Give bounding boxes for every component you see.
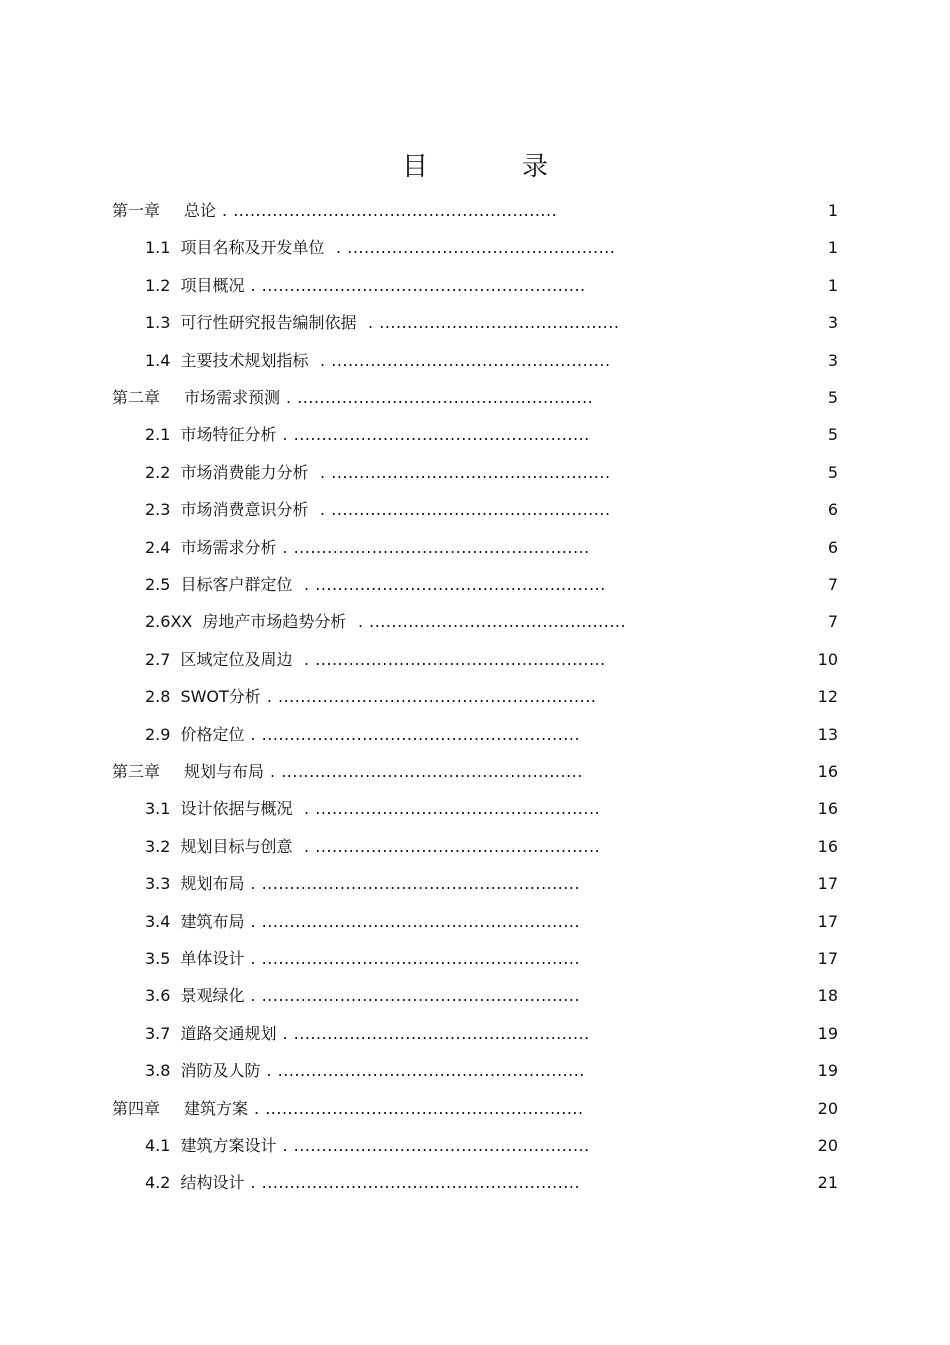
toc-entry[interactable] — [0, 603, 950, 640]
toc-leader-dots: . ......................................................... — [250, 874, 581, 894]
toc-entry[interactable] — [0, 454, 950, 491]
toc-entry-label — [145, 491, 611, 528]
toc-leader-dots: . .................................................... — [298, 575, 606, 594]
toc-entry-title: 区域定位及周边 — [180, 649, 293, 669]
toc-entry-label — [145, 641, 606, 678]
toc-entry-title: 市场消费能力分析 — [180, 462, 309, 482]
toc-leader-dots: . .................................................. — [314, 500, 611, 520]
toc-entry-title: 道路交通规划 — [180, 1023, 277, 1043]
toc-leader-dots: . ......................................................... — [266, 687, 597, 707]
toc-page-number: 7 — [827, 575, 838, 594]
toc-entry-label — [112, 753, 583, 790]
toc-page-number: 7 — [827, 612, 838, 632]
toc-leader-dots: . ......................................................... — [250, 949, 581, 968]
toc-page-number: 5 — [827, 462, 838, 482]
toc-page-number: 17 — [817, 911, 838, 931]
toc-entry[interactable] — [0, 192, 950, 229]
toc-entry[interactable] — [0, 229, 950, 266]
toc-leader-dots: . .......................................................... — [222, 201, 558, 220]
toc-entry-label — [145, 454, 611, 491]
toc-entry[interactable] — [0, 977, 950, 1014]
toc-page-number: 20 — [817, 1098, 838, 1118]
toc-page-number: 13 — [817, 724, 838, 744]
toc-page-number: 20 — [817, 1136, 838, 1155]
toc-entry-label — [145, 1127, 590, 1164]
toc-entry-title: 总论 — [184, 201, 217, 220]
toc-entry-title: 价格定位 — [180, 724, 245, 744]
toc-section-number: 3.8 — [145, 1061, 171, 1081]
toc-leader-dots: . ....................................................... — [266, 1061, 585, 1081]
toc-section-number: 3.7 — [145, 1023, 171, 1043]
toc-entry-title: 规划与布局 — [184, 762, 265, 781]
toc-entry[interactable] — [0, 491, 950, 528]
toc-page-number: 12 — [817, 687, 838, 707]
toc-entry-label — [145, 1015, 590, 1052]
toc-entry[interactable] — [0, 641, 950, 678]
toc-section-number: 3.1 — [145, 799, 171, 819]
toc-entry-label — [112, 379, 593, 416]
toc-entry-title: 项目名称及开发单位 — [180, 238, 325, 258]
toc-leader-dots: . ......................................................... — [254, 1098, 584, 1118]
toc-entry-title: 消防及人防 — [180, 1061, 261, 1081]
toc-entry-title: 项目概况 — [180, 275, 245, 295]
toc-entry[interactable] — [0, 416, 950, 453]
toc-entry-title: 建筑布局 — [180, 911, 245, 931]
toc-page-number: 3 — [827, 350, 838, 370]
toc-entry-label — [145, 903, 580, 940]
toc-chapter-number: 第四章 — [112, 1098, 161, 1118]
toc-entry-label — [145, 603, 626, 640]
toc-page-number: 16 — [817, 762, 838, 781]
toc-page-number: 18 — [817, 986, 838, 1006]
toc-chapter-number: 第二章 — [112, 388, 161, 407]
toc-page-number: 17 — [817, 949, 838, 968]
toc-entry[interactable] — [0, 342, 950, 379]
toc-page-number: 1 — [827, 275, 838, 295]
toc-entry-label — [145, 267, 586, 304]
toc-section-number: 1.4 — [145, 350, 171, 370]
toc-entry-label — [145, 865, 580, 902]
toc-entry-title: 建筑方案 — [184, 1098, 249, 1118]
toc-section-number: 2.8 — [145, 687, 171, 707]
toc-page-number: 3 — [827, 313, 838, 333]
toc-section-number: 1.3 — [145, 313, 171, 333]
toc-section-number: 1.1 — [145, 238, 171, 258]
toc-section-number: 2.7 — [145, 649, 171, 669]
toc-entry-label — [145, 1052, 585, 1089]
toc-page-number: 1 — [827, 238, 838, 258]
toc-leader-dots: . .......................................................... — [250, 275, 586, 295]
toc-section-number: 2.3 — [145, 500, 171, 520]
toc-leader-dots: . ......................................................... — [250, 1173, 581, 1193]
toc-leader-dots: . ...................................................... — [270, 762, 583, 781]
toc-entry-title: 市场消费意识分析 — [180, 500, 309, 520]
toc-page-number: 19 — [817, 1061, 838, 1081]
toc-section-number: 2.5 — [145, 575, 171, 594]
toc-page-number: 21 — [817, 1173, 838, 1193]
toc-entry[interactable] — [0, 865, 950, 902]
toc-entry-title: 房地产市场趋势分析 — [202, 612, 347, 632]
toc-title: 目 录 — [401, 152, 582, 182]
toc-section-number: 3.6 — [145, 986, 171, 1006]
toc-entry[interactable] — [0, 1015, 950, 1052]
toc-leader-dots: . ......................................................... — [250, 724, 581, 744]
toc-leader-dots: . .................................................... — [298, 649, 606, 669]
toc-page-number: 6 — [827, 500, 838, 520]
toc-section-number: 2.1 — [145, 425, 171, 445]
toc-page-number: 16 — [817, 836, 838, 856]
toc-entry-title: 市场特征分析 — [180, 425, 277, 445]
toc-section-number: 2.4 — [145, 537, 171, 557]
toc-entry-label — [112, 192, 557, 229]
toc-entry-title: 建筑方案设计 — [180, 1136, 277, 1155]
toc-chapter-number: 第一章 — [112, 201, 161, 220]
toc-section-number: 4.1 — [145, 1136, 171, 1155]
toc-leader-dots: . ..................................................... — [282, 1136, 590, 1155]
toc-entry[interactable] — [0, 304, 950, 341]
toc-entry[interactable] — [0, 940, 950, 977]
toc-entry[interactable] — [0, 566, 950, 603]
toc-page-number: 19 — [817, 1023, 838, 1043]
toc-entry-label — [145, 416, 590, 453]
toc-entry-label — [145, 342, 611, 379]
toc-entry[interactable] — [0, 828, 950, 865]
toc-entry-label — [145, 566, 606, 603]
toc-entry[interactable] — [0, 716, 950, 753]
toc-entry-label — [145, 716, 580, 753]
toc-section-number: 2.2 — [145, 462, 171, 482]
toc-leader-dots: . .................................................. — [314, 462, 611, 482]
toc-entry-label — [145, 1164, 580, 1201]
toc-leader-dots: . ..................................................... — [282, 1023, 590, 1043]
toc-entry[interactable] — [0, 678, 950, 715]
toc-entry-title: 可行性研究报告编制依据 — [180, 313, 357, 333]
toc-entry-title: 规划目标与创意 — [180, 836, 293, 856]
toc-entry-title: 市场需求分析 — [180, 537, 277, 557]
toc-entry[interactable] — [0, 529, 950, 566]
toc-section-number: 3.5 — [145, 949, 171, 968]
toc-entry-label — [145, 229, 615, 266]
toc-entry-label — [145, 304, 619, 341]
toc-entry-label — [112, 1090, 584, 1127]
toc-page-number: 6 — [827, 537, 838, 557]
toc-entry-label — [145, 940, 580, 977]
toc-leader-dots: . ................................................... — [298, 836, 601, 856]
toc-page-number: 10 — [817, 649, 838, 669]
toc-entry[interactable] — [0, 1127, 950, 1164]
toc-leader-dots: . ..................................................... — [286, 388, 594, 407]
toc-entry[interactable] — [0, 1052, 950, 1089]
toc-entry-label — [145, 678, 596, 715]
toc-leader-dots: . ......................................................... — [250, 911, 581, 931]
toc-page-number: 5 — [827, 425, 838, 445]
toc-section-number: 3.2 — [145, 836, 171, 856]
toc-section-number: 2.6XX — [145, 612, 193, 632]
toc-entry-title: 市场需求预测 — [184, 388, 281, 407]
toc-section-number: 2.9 — [145, 724, 171, 744]
toc-entry-label — [145, 529, 590, 566]
toc-entry[interactable] — [0, 1090, 950, 1127]
toc-entry[interactable] — [0, 379, 950, 416]
toc-entry[interactable] — [0, 1164, 950, 1201]
toc-leader-dots: . ................................................ — [330, 238, 616, 258]
toc-page-number: 5 — [827, 388, 838, 407]
toc-section-number: 1.2 — [145, 275, 171, 295]
toc-leader-dots: . ..................................................... — [282, 425, 590, 445]
toc-entry-title: 单体设计 — [180, 949, 245, 968]
toc-section-number: 4.2 — [145, 1173, 171, 1193]
toc-entry-title: SWOT分析 — [180, 687, 261, 707]
toc-leader-dots: . ................................................... — [298, 799, 601, 819]
toc-entry[interactable] — [0, 903, 950, 940]
toc-section-number: 3.4 — [145, 911, 171, 931]
toc-section-number: 3.3 — [145, 874, 171, 894]
toc-chapter-number: 第三章 — [112, 762, 161, 781]
toc-page-number: 16 — [817, 799, 838, 819]
toc-leader-dots: . ........................................... — [362, 313, 620, 333]
toc-leader-dots: . ..................................................... — [282, 537, 590, 557]
toc-entry-title: 结构设计 — [180, 1173, 245, 1193]
toc-entry-title: 规划布局 — [180, 874, 245, 894]
toc-entry-title: 目标客户群定位 — [180, 575, 293, 594]
toc-entry-label — [145, 790, 600, 827]
toc-entry-title: 主要技术规划指标 — [180, 350, 309, 370]
toc-entry-label — [145, 977, 580, 1014]
toc-entry[interactable] — [0, 267, 950, 304]
toc-leader-dots: . .................................................. — [314, 350, 611, 370]
toc-page-number: 1 — [827, 201, 838, 220]
toc-entry-title: 设计依据与概况 — [180, 799, 293, 819]
toc-entry[interactable] — [0, 753, 950, 790]
toc-entry-label — [145, 828, 600, 865]
toc-entry-title: 景观绿化 — [180, 986, 245, 1006]
toc-leader-dots: . .............................................. — [352, 612, 627, 632]
toc-entry[interactable] — [0, 790, 950, 827]
toc-page-number: 17 — [817, 874, 838, 894]
toc-leader-dots: . ......................................................... — [250, 986, 581, 1006]
